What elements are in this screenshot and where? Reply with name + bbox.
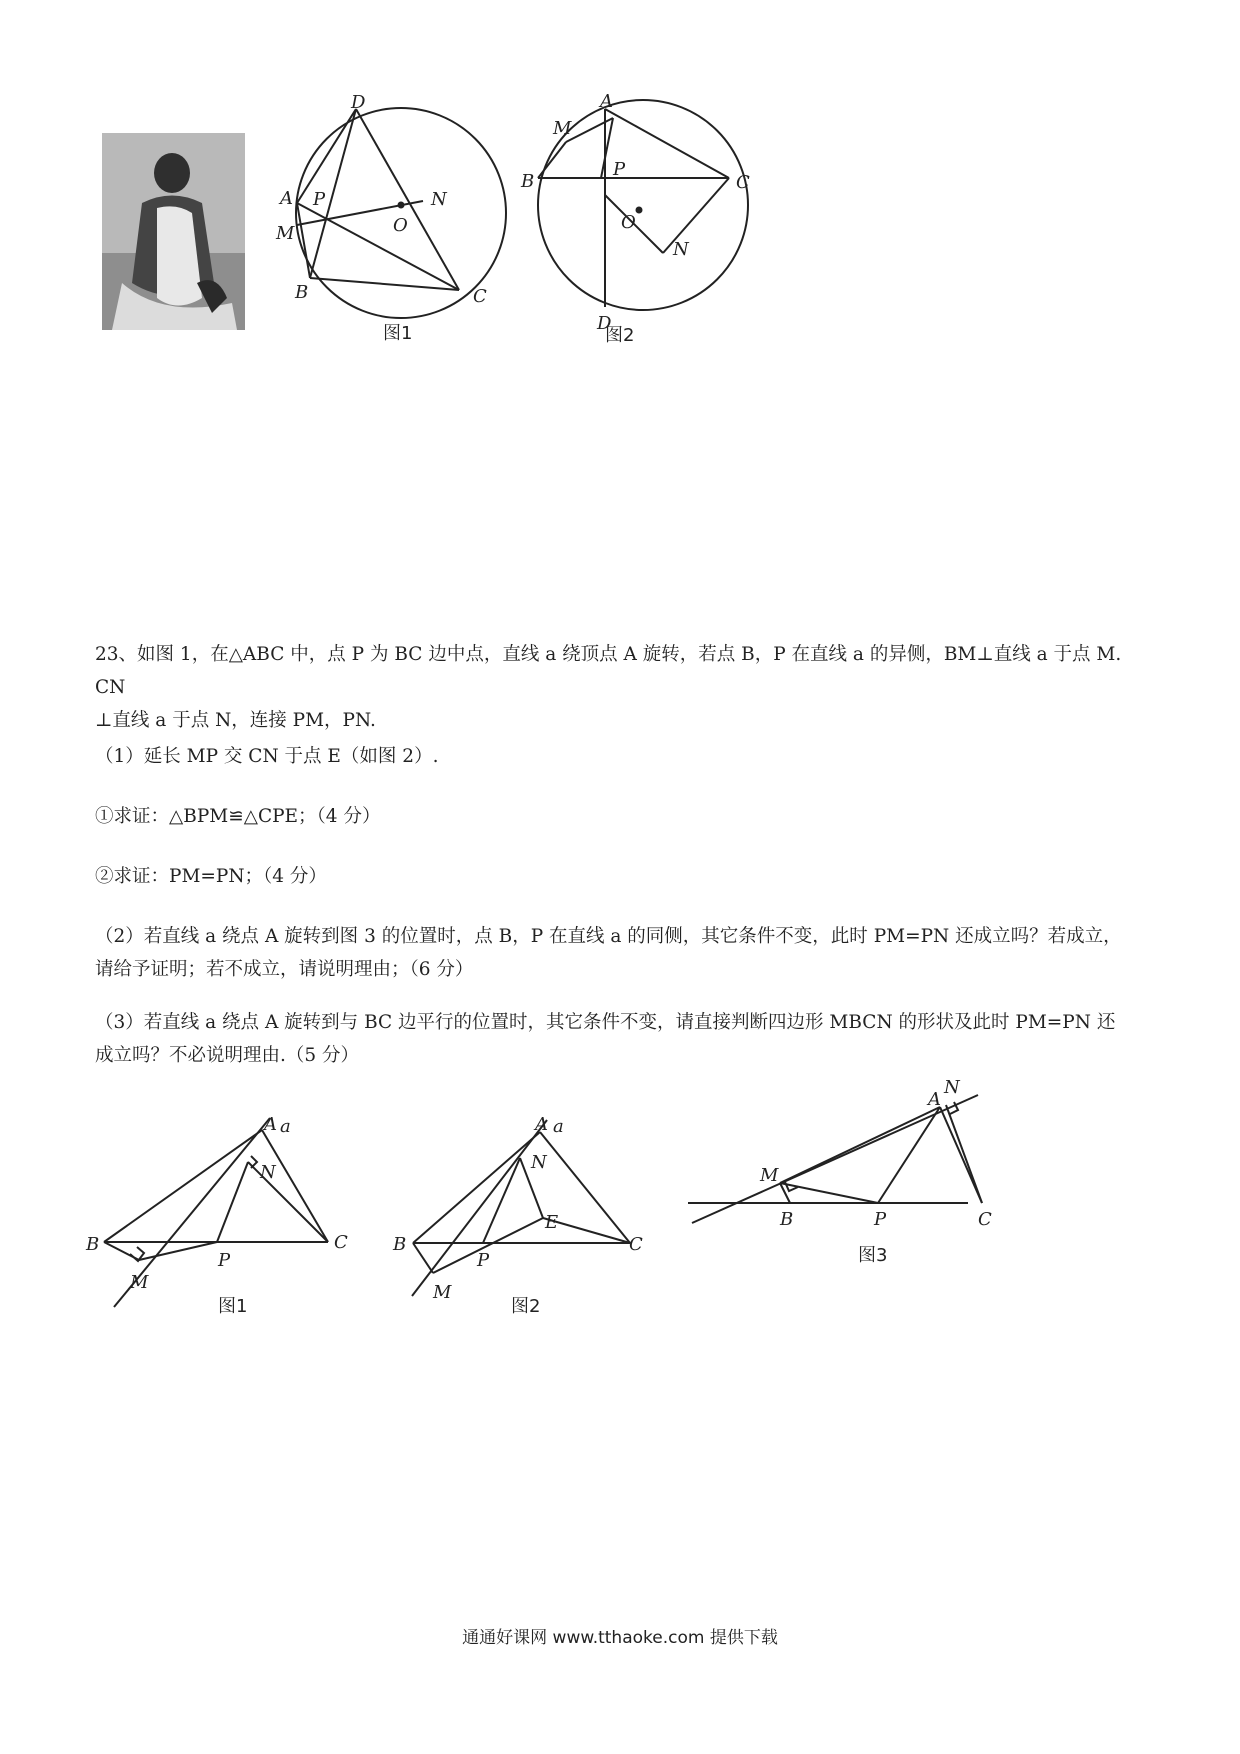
label-c: C [736,172,750,193]
part3-line-2: 成立吗？不必说明理由.（5 分） [95,1045,360,1066]
center-dot [398,202,405,209]
center-dot [636,207,643,214]
figure-lines [688,1095,982,1223]
label-c: C [978,1209,992,1230]
label-m: M [276,223,295,244]
label-p: P [477,1250,490,1271]
intro-line-1: 23、如图 1，在△ABC 中，点 P 为 BC 边中点，直线 a 绕顶点 A 旋转，若点 B，P 在直线 a 的异侧，BM⊥直线 a 于点 M. CN [95,644,1122,698]
label-m: M [553,118,572,139]
label-p: P [613,159,626,180]
fig1-caption: 图1 [383,323,413,344]
label-b: B [86,1234,100,1255]
label-n: N [673,239,689,260]
question-part2 [95,920,1155,986]
top-figure-2 [521,91,763,350]
fig1-caption: 图1 [218,1296,248,1317]
label-n: N [944,1077,960,1098]
bottom-figure-1 [86,1110,352,1325]
figure-lines [412,1120,630,1296]
part3-line-1: （3）若直线 a 绕点 A 旋转到与 BC 边平行的位置时，其它条件不变，请直接判断四边形 MBCN 的形状及此时 PM=PN 还 [95,1012,1116,1033]
label-e: E [545,1212,559,1233]
question-part1: （1）延长 MP 交 CN 于点 E（如图 2）. [95,746,439,767]
label-d: D [351,92,366,113]
label-p: P [218,1250,231,1271]
question-part1-a: ①求证：△BPM≌△CPE；（4 分） [95,806,381,827]
label-line-a: a [280,1116,291,1137]
label-m: M [130,1272,149,1293]
label-a: A [264,1114,277,1135]
page-footer: 通通好课网 www.tthaoke.com 提供下载 [462,1628,778,1648]
question-part1-b: ②求证：PM=PN；（4 分） [95,866,327,887]
label-b: B [780,1209,794,1230]
label-n: N [431,189,447,210]
fig2-caption: 图2 [605,325,635,346]
bottom-figure-2 [385,1110,645,1325]
question-intro [95,638,1155,737]
photo-illustration [102,133,245,330]
top-figure-1 [276,92,513,350]
label-d: D [597,313,612,334]
label-a: A [280,188,293,209]
label-b: B [295,282,309,303]
label-p: P [313,189,326,210]
label-b: B [521,171,535,192]
label-o: O [393,215,408,236]
bottom-figure-3 [688,1075,1008,1275]
label-c: C [473,286,487,307]
label-n: N [531,1152,547,1173]
label-a: A [928,1089,941,1110]
label-o: O [621,212,636,233]
intro-line-2: ⊥直线 a 于点 N，连接 PM，PN. [95,710,376,731]
question-part3 [95,1006,1155,1072]
fig2-caption: 图2 [511,1296,541,1317]
historical-photo [102,133,245,330]
label-c: C [629,1234,643,1255]
part2-line-2: 请给予证明；若不成立，请说明理由；（6 分） [95,959,474,980]
label-a: A [600,91,613,112]
fig3-caption: 图3 [858,1245,888,1266]
label-m: M [433,1282,452,1303]
label-b: B [393,1234,407,1255]
label-line-a: a [553,1116,564,1137]
label-a: A [535,1114,548,1135]
label-p: P [874,1209,887,1230]
part2-line-1: （2）若直线 a 绕点 A 旋转到图 3 的位置时，点 B，P 在直线 a 的同侧，其它条件不变，此时 PM=PN 还成立吗？若成立， [95,926,1122,947]
label-c: C [334,1232,348,1253]
label-n: N [260,1162,276,1183]
label-m: M [760,1165,779,1186]
